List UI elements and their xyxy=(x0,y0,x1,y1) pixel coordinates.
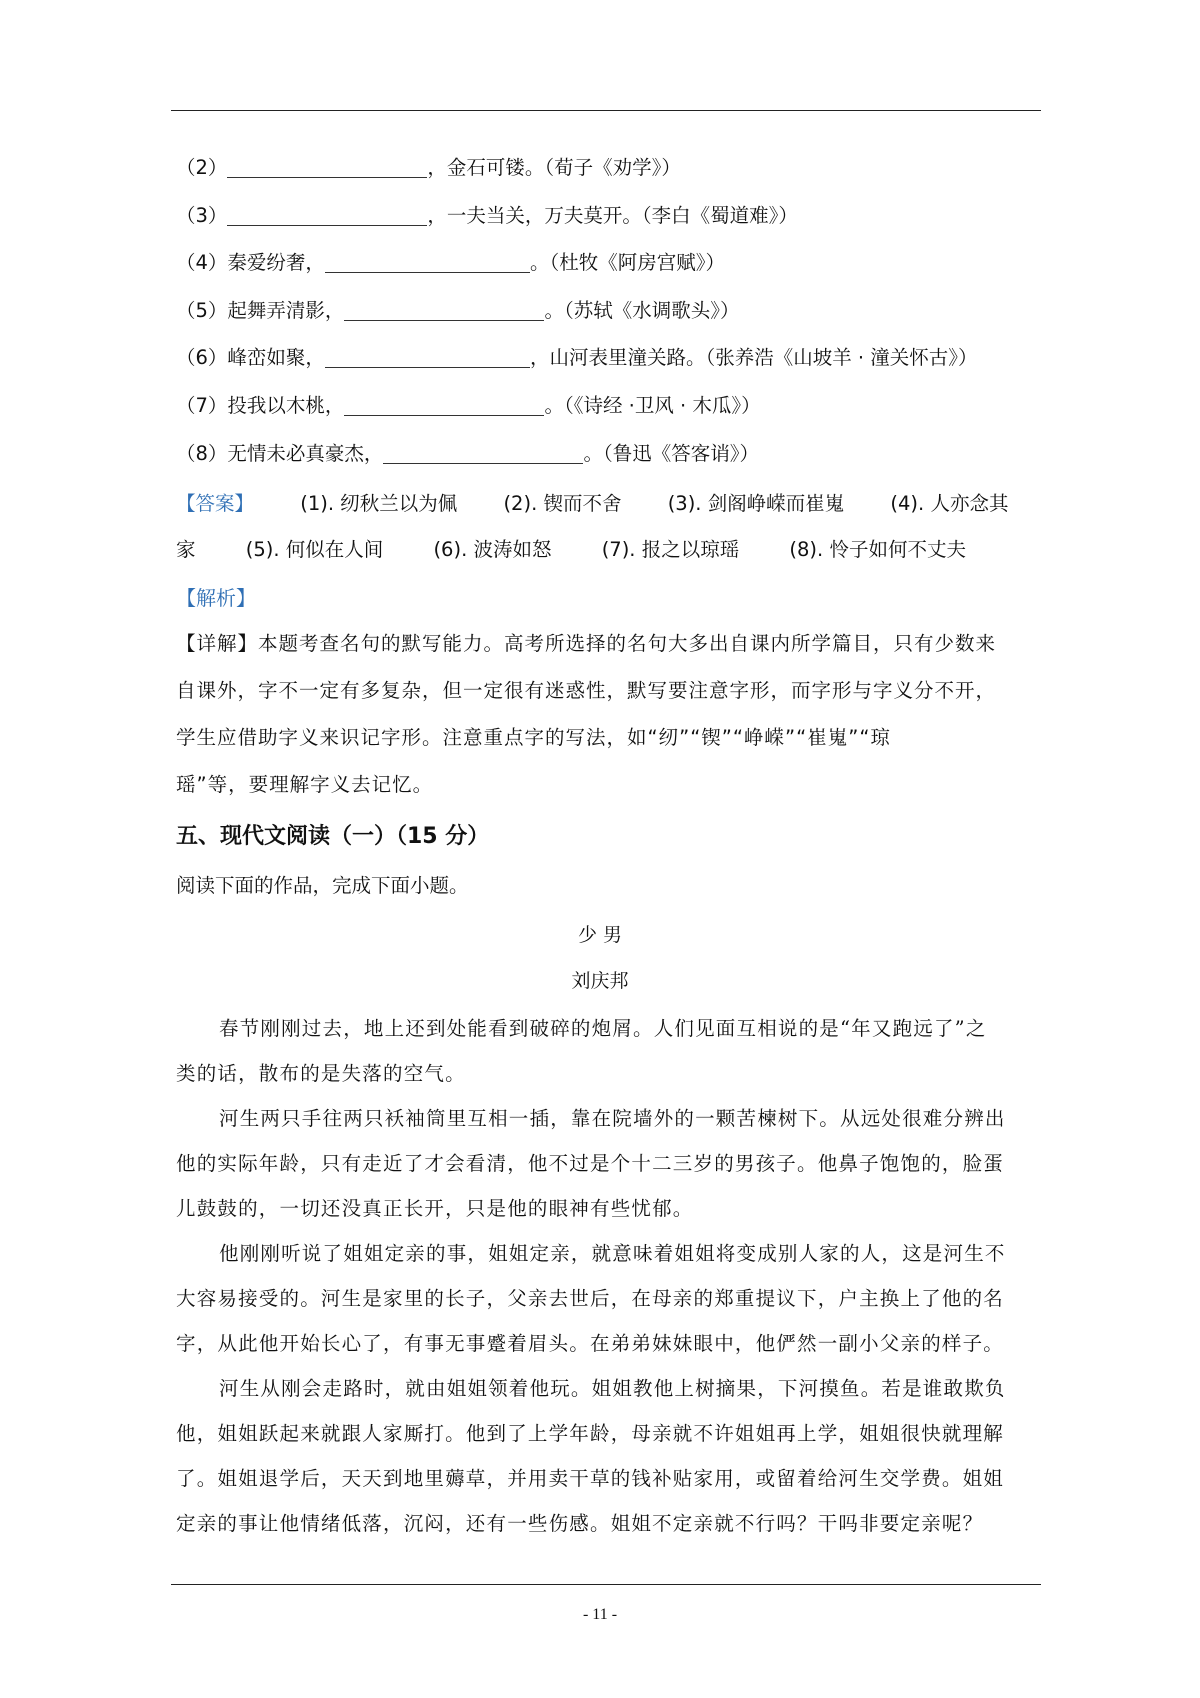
section-instruction: 阅读下面的作品，完成下面小题。 xyxy=(176,874,469,897)
answer-blank[interactable] xyxy=(325,252,530,273)
answer-item: (3). 剑阁峥嵘而崔嵬 xyxy=(667,492,845,515)
question-number: （4） xyxy=(176,251,228,274)
story-paragraph xyxy=(176,1366,1040,1546)
question-number: （7） xyxy=(176,394,228,417)
story-line: 河生从刚会走路时，就由姐姐领着他玩。姐姐教他上树摘果，下河摸鱼。若是谁敢欺负 xyxy=(219,1377,1006,1400)
answer-item: (7). 报之以琼瑶 xyxy=(601,538,740,561)
question-number: （6） xyxy=(176,346,228,369)
story-line: 他，姐姐跃起来就跟人家厮打。他到了上学年龄，母亲就不许姐姐再上学，姐姐很快就理解 xyxy=(176,1422,1005,1445)
question-source: ，金石可镂。（荀子《劝学》） xyxy=(427,156,681,179)
story-line: 他的实际年龄，只有走近了才会看清，他不过是个十二三岁的男孩子。他鼻子饱饱的，脸蛋 xyxy=(176,1152,1005,1175)
analysis-line: 瑶”等，要理解字义去记忆。 xyxy=(176,773,434,796)
question-number: （8） xyxy=(176,442,228,465)
answer-line-2 xyxy=(176,536,1046,564)
answer-blank[interactable] xyxy=(325,347,530,368)
question-line xyxy=(176,202,1046,230)
answer-blank[interactable] xyxy=(344,395,544,416)
answer-item: (4). 人亦念其 xyxy=(890,492,1009,515)
question-source: 。（鲁迅《答客诮》） xyxy=(583,442,759,465)
answer-blank[interactable] xyxy=(344,300,544,321)
question-prompt: 峰峦如聚， xyxy=(227,346,325,369)
story-line: 他刚刚听说了姐姐定亲的事，姐姐定亲，就意味着姐姐将变成别人家的人，这是河生不 xyxy=(219,1242,1006,1265)
analysis-tag-line xyxy=(176,584,1046,612)
analysis-tag: 【解析】 xyxy=(176,586,256,610)
answer-item: (6). 波涛如怒 xyxy=(433,538,552,561)
story-paragraph xyxy=(176,1231,1040,1366)
story-line: 大容易接受的。河生是家里的长子，父亲去世后，在母亲的郑重提议下，户主换上了他的名 xyxy=(176,1287,1005,1310)
story-paragraph xyxy=(176,1096,1040,1231)
story-line: 了。姐姐退学后，天天到地里薅草，并用卖干草的钱补贴家用，或留着给河生交学费。姐姐 xyxy=(176,1467,1005,1490)
question-prompt: 秦爱纷奢， xyxy=(227,251,325,274)
answer-item: (8). 怜子如何不丈夫 xyxy=(789,538,966,561)
question-number: （2） xyxy=(176,156,228,179)
answer-item: (5). 何似在人间 xyxy=(245,538,384,561)
question-prompt: 投我以木桃， xyxy=(227,394,345,417)
story-line: 类的话，散布的是失落的空气。 xyxy=(176,1062,466,1085)
answer-item: (2). 锲而不舍 xyxy=(503,492,622,515)
section-heading: 五、现代文阅读（一）（15 分） xyxy=(176,824,490,849)
story-line: 儿鼓鼓的，一切还没真正长开，只是他的眼神有些忧郁。 xyxy=(176,1197,694,1220)
question-line xyxy=(176,392,1046,420)
story-line: 春节刚刚过去，地上还到处能看到破碎的炮屑。人们见面互相说的是“年又跑远了”之 xyxy=(219,1017,987,1040)
story-paragraph xyxy=(176,1006,1040,1096)
page-number: - 11 - xyxy=(582,1606,618,1623)
question-line xyxy=(176,249,1046,277)
answer-item: 家 xyxy=(176,538,196,561)
answer-item: (1). 纫秋兰以为佩 xyxy=(300,492,458,515)
analysis-detail xyxy=(176,620,1040,808)
footer-rule xyxy=(171,1584,1041,1585)
question-source: 。（苏轼《水调歌头》） xyxy=(544,299,740,322)
answer-blank[interactable] xyxy=(227,205,427,226)
answer-line-1 xyxy=(176,490,1046,518)
answer-blank[interactable] xyxy=(383,443,583,464)
story-line: 河生两只手往两只袄袖筒里互相一插，靠在院墙外的一颗苦楝树下。从远处很难分辨出 xyxy=(219,1107,1006,1130)
story-body xyxy=(176,1006,1040,1546)
analysis-line: 自课外，字不一定有多复杂，但一定很有迷惑性，默写要注意字形，而字形与字义分不开， xyxy=(176,679,997,702)
header-rule xyxy=(171,110,1041,111)
question-prompt: 无情未必真豪杰， xyxy=(227,442,384,465)
question-number: （5） xyxy=(176,299,228,322)
question-source: ，山河表里潼关路。（张养浩《山坡羊 · 潼关怀古》） xyxy=(529,346,978,369)
question-line xyxy=(176,440,1046,468)
story-title: 少 男 xyxy=(577,924,623,946)
story-line: 定亲的事让他情绪低落，沉闷，还有一些伤感。姐姐不定亲就不行吗？干吗非要定亲呢？ xyxy=(176,1512,984,1535)
answer-blank[interactable] xyxy=(227,157,427,178)
story-author: 刘庆邦 xyxy=(571,970,629,992)
question-line xyxy=(176,297,1046,325)
question-number: （3） xyxy=(176,204,228,227)
question-line xyxy=(176,154,1046,182)
question-line xyxy=(176,344,1046,372)
question-source: 。（《诗经 ·卫风 · 木瓜》） xyxy=(544,394,761,417)
story-line: 字，从此他开始长心了，有事无事蹙着眉头。在弟弟妹妹眼中，他俨然一副小父亲的样子。 xyxy=(176,1332,1005,1355)
question-source: 。（杜牧《阿房宫赋》） xyxy=(529,251,725,274)
analysis-line: 学生应借助字义来识记字形。注意重点字的写法，如“纫”“锲”“峥嵘”“崔嵬”“琼 xyxy=(176,726,891,749)
question-source: ，一夫当关，万夫莫开。（李白《蜀道难》） xyxy=(427,204,798,227)
answer-tag: 【答案】 xyxy=(176,492,255,515)
question-prompt: 起舞弄清影， xyxy=(227,299,345,322)
analysis-line: 【详解】本题考查名句的默写能力。高考所选择的名句大多出自课内所学篇目，只有少数来 xyxy=(176,632,997,655)
